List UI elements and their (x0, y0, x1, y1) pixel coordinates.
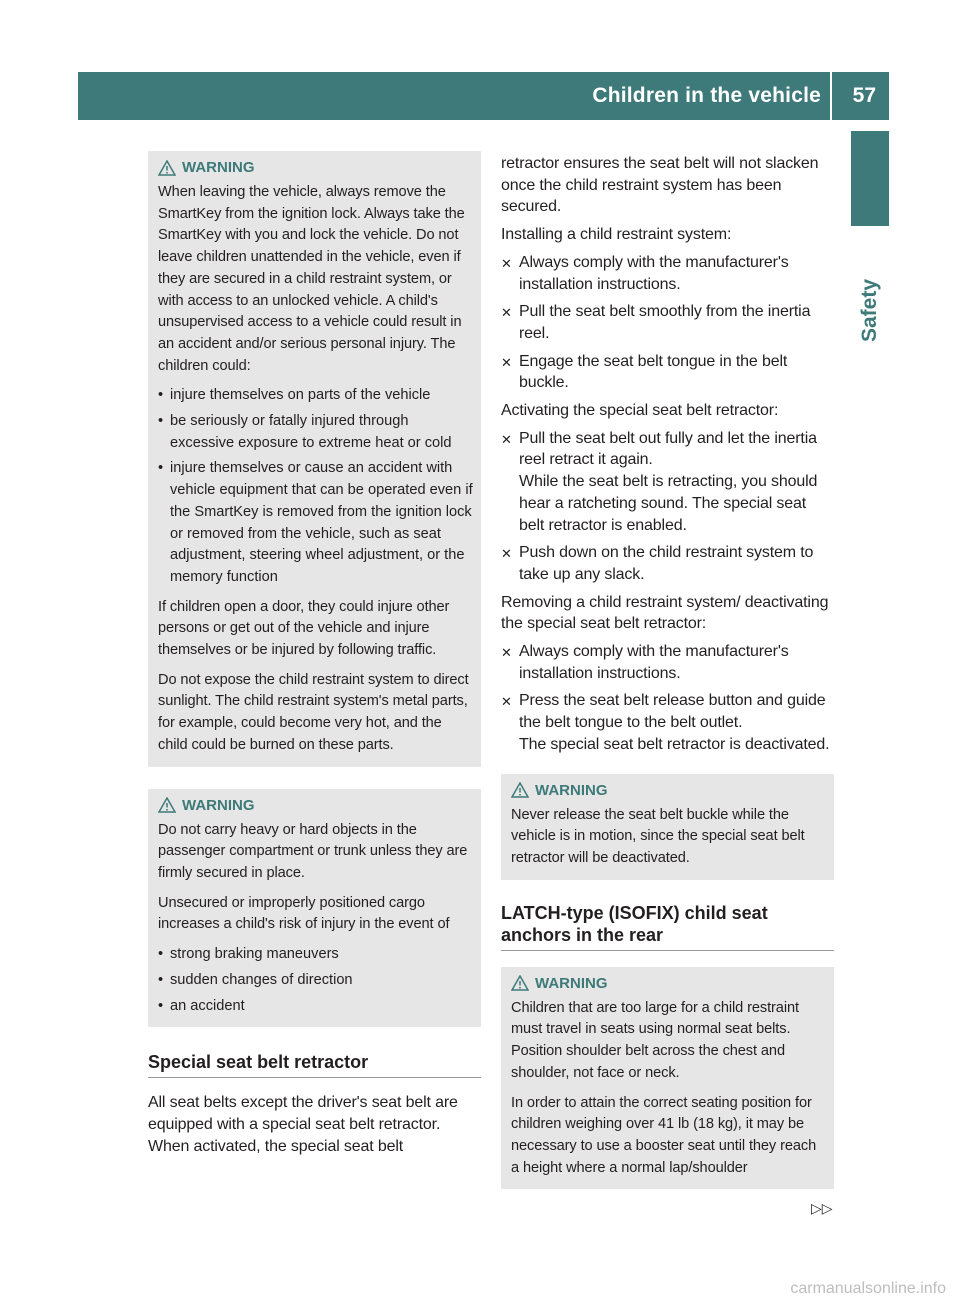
warning-triangle-icon (511, 975, 529, 991)
warning-heading (511, 782, 828, 799)
warning-text: When leaving the vehicle, always remove the SmartKey from the ignition lock. Always take the SmartKey with you and lock the vehicle. Do not leave children unattended in the vehicle, even if they are secured in a child restraint system, or with access to an unlocked vehicle. A child's unsupervised access to a vehicle could result in an accident and/or serious personal injury. The children could: (158, 184, 465, 374)
arrow-right-icon: ✕ (501, 645, 512, 661)
page-number: 57 (852, 84, 876, 107)
continue-arrow-icon: ▷▷ (811, 1200, 833, 1216)
instruction-step: ✕ Press the seat belt release button and guide the belt tongue to the belt outlet. The special seat belt retractor is deactivated. (501, 690, 834, 755)
chapter-title: Children in the vehicle (592, 84, 821, 107)
instruction-step: ✕ Always comply with the manufacturer's installation instructions. (501, 641, 834, 684)
instruction-step: ✕ Pull the seat belt out fully and let the inertia reel retract it again. While the seat belt is retracting, you should hear a ratcheting sound. The special seat belt retractor is enabled. (501, 428, 834, 537)
warning-box-2 (148, 789, 481, 1028)
side-tab-label: Safety (858, 278, 881, 342)
list-item: • strong braking maneuvers (158, 946, 339, 963)
side-tab-block (851, 131, 889, 226)
warning-box-1 (148, 151, 481, 767)
warning-heading (158, 797, 475, 814)
left-column (148, 151, 481, 1163)
warning-triangle-icon (511, 782, 529, 798)
warning-title: WARNING (535, 781, 608, 799)
warning-triangle-icon (158, 797, 176, 813)
arrow-right-icon: ✕ (501, 255, 512, 271)
section-title: Special seat belt retractor (148, 1051, 481, 1078)
instruction-step: ✕ Pull the seat belt smoothly from the inertia reel. (501, 301, 834, 344)
warning-box-4 (501, 967, 834, 1190)
arrow-right-icon: ✕ (501, 305, 512, 321)
warning-text: Do not carry heavy or hard objects in the passenger compartment or trunk unless they are firmly secured in place. (158, 821, 468, 881)
warning-text: If children open a door, they could injure other persons or get out of the vehicle and injure themselves or be injured by following traffic. (158, 598, 450, 659)
watermark: carmanualsonline.info (790, 1280, 946, 1297)
list-item: • injure themselves on parts of the vehicle (158, 387, 431, 404)
right-column (501, 153, 834, 1189)
step-note: While the seat belt is retracting, you should hear a ratcheting sound. The special seat belt retractor is enabled. (519, 473, 818, 534)
instruction-step: ✕ Engage the seat belt tongue in the belt buckle. (501, 351, 834, 394)
body-text: Removing a child restraint system/ deactivating the special seat belt retractor: (501, 593, 829, 633)
body-text: retractor ensures the seat belt will not slacken once the child restraint system has been secured. (501, 155, 819, 216)
arrow-right-icon: ✕ (501, 431, 512, 447)
header-bar (78, 72, 889, 120)
arrow-right-icon: ✕ (501, 546, 512, 562)
list-item: • be seriously or fatally injured through excessive exposure to extreme heat or cold (158, 413, 452, 451)
warning-heading (511, 975, 828, 992)
warning-title: WARNING (182, 159, 255, 176)
step-note: The special seat belt retractor is deactivated. (519, 735, 830, 753)
warning-text: In order to attain the correct seating position for children weighing over 41 lb (18 kg), it may be necessary to use a booster seat until they reach a height where a normal lap/shoulder (511, 1094, 817, 1176)
list-item: • sudden changes of direction (158, 971, 353, 988)
body-text: Installing a child restraint system: (501, 226, 732, 244)
section-title: LATCH-type (ISOFIX) child seat anchors in the rear (501, 902, 834, 951)
instruction-step: ✕ Push down on the child restraint system to take up any slack. (501, 542, 834, 585)
header-divider (830, 72, 832, 120)
warning-box-3 (501, 774, 834, 880)
warning-title: WARNING (535, 974, 608, 992)
warning-text: Children that are too large for a child restraint must travel in seats using normal seat belts. Position shoulder belt across the chest and shoulder, not face or neck. (511, 999, 799, 1081)
body-text: Activating the special seat belt retractor: (501, 402, 779, 420)
warning-triangle-icon (158, 160, 176, 176)
arrow-right-icon: ✕ (501, 354, 512, 370)
list-item: • injure themselves or cause an accident with vehicle equipment that can be operated even if the SmartKey is removed from the ignition lock or removed from the vehicle, such as seat adjustment, steering wheel adjustment, or the memory function (158, 460, 473, 585)
warning-title: WARNING (182, 796, 255, 814)
body-text: All seat belts except the driver's seat belt are equipped with a special seat belt retractor. When activated, the special seat belt (148, 1094, 458, 1155)
warning-text: Unsecured or improperly positioned cargo increases a child's risk of injury in the event of (158, 894, 450, 933)
list-item: • an accident (158, 997, 245, 1014)
arrow-right-icon: ✕ (501, 694, 512, 710)
instruction-step: ✕ Always comply with the manufacturer's installation instructions. (501, 252, 834, 295)
warning-text: Do not expose the child restraint system to direct sunlight. The child restraint system's metal parts, for example, could become very hot, and the child could be burned on these parts. (158, 671, 469, 753)
warning-text: Never release the seat belt buckle while the vehicle is in motion, since the special seat belt retractor will be deactivated. (511, 806, 805, 866)
warning-heading (158, 159, 475, 176)
